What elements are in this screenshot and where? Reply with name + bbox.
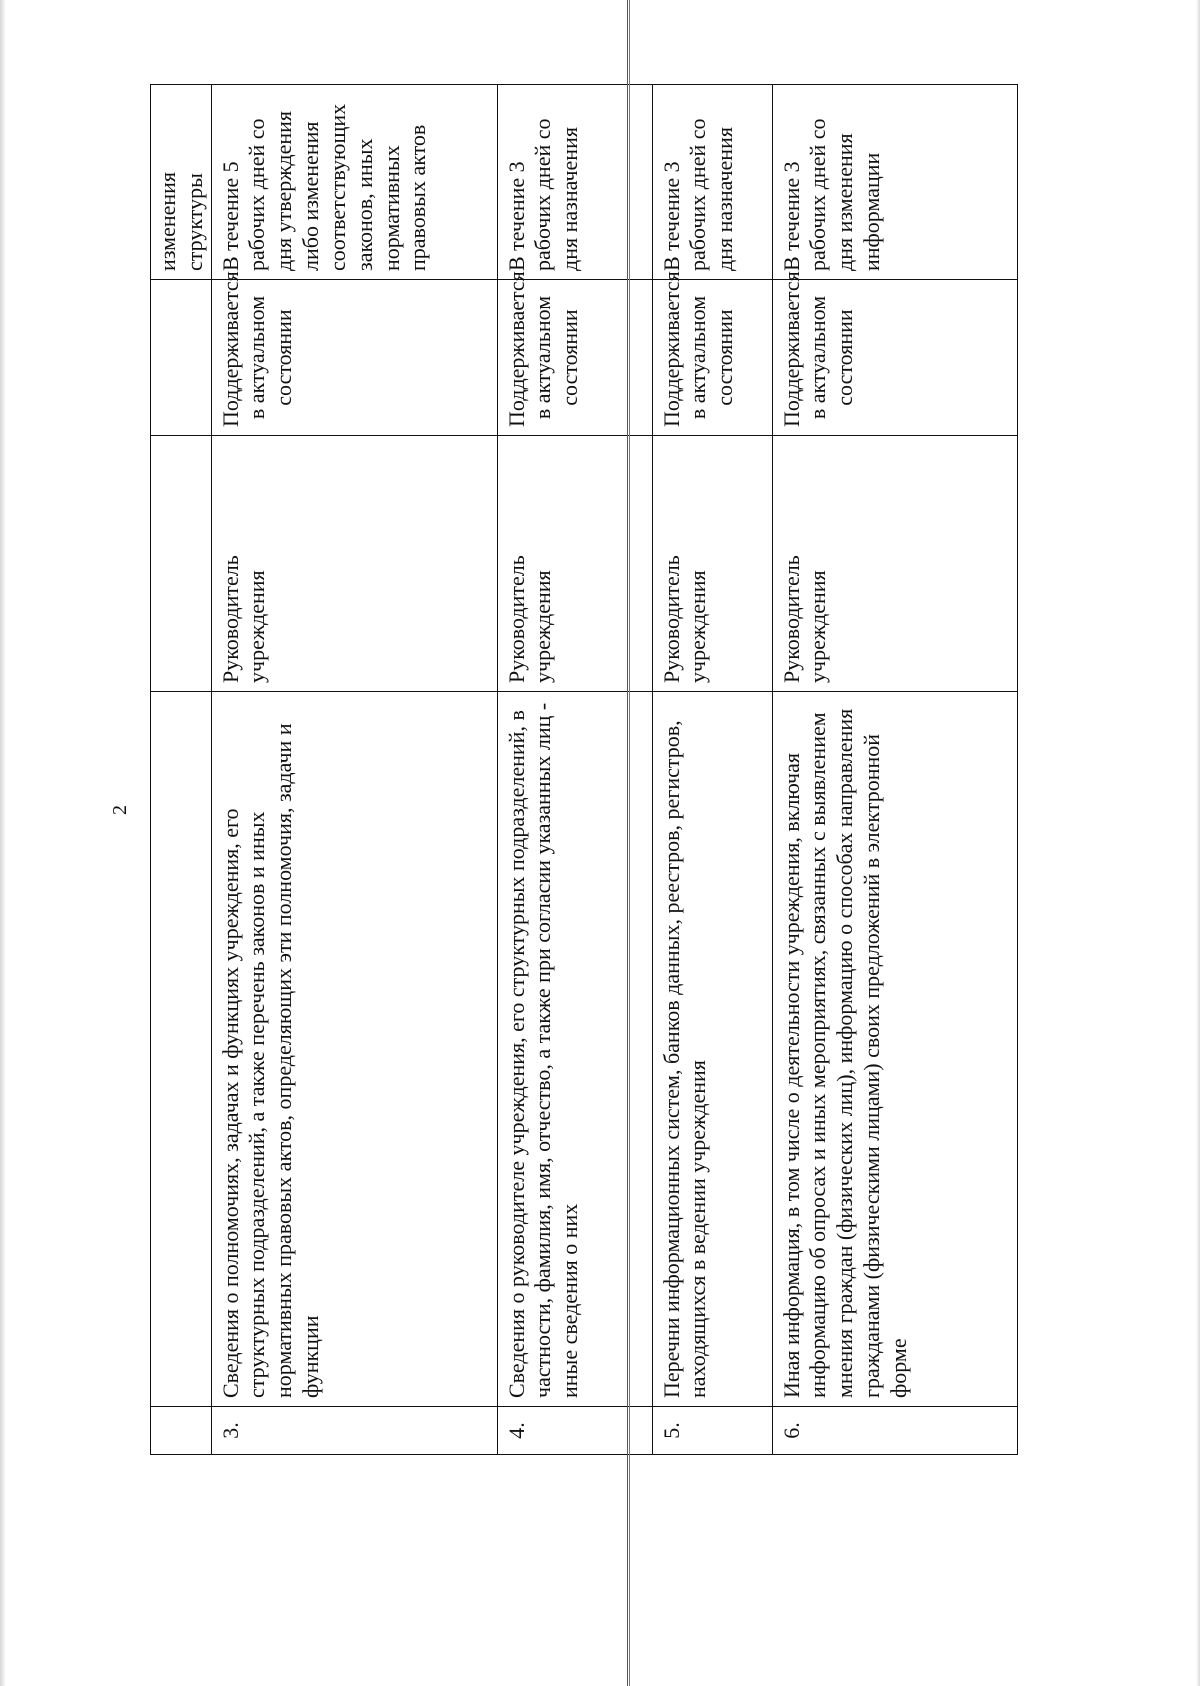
row-responsible: Руководитель учреждения bbox=[497, 436, 652, 692]
row-deadline: В течение 5 рабочих дней со дня утверждения либо изменения соответствующих законов, иных нормативных правовых актов bbox=[211, 85, 497, 280]
row-responsible: Руководитель учреждения bbox=[211, 436, 497, 692]
row-info: Иная информация, в том числе о деятельности учреждения, включая информацию об опросах и иных мероприятиях, связанных с выявлением мнения граждан (физических лиц), информацию о способах направления гражданами (физическими лицами) своих предложений в электронной форме bbox=[772, 692, 1017, 1407]
row-number: 3. bbox=[211, 1407, 497, 1455]
row-info: Сведения о полномочиях, задачах и функциях учреждения, его структурных подразделений, а также перечень законов и иных нормативных правовых актов, определяющих эти полномочия, задачи и функции bbox=[211, 692, 497, 1407]
continuation-number-cell bbox=[151, 1407, 212, 1455]
row-status: Поддерживается в актуальном состоянии bbox=[652, 280, 772, 436]
row-deadline: В течение 3 рабочих дней со дня назначения bbox=[652, 85, 772, 280]
table-row bbox=[772, 85, 1017, 1455]
row-responsible: Руководитель учреждения bbox=[652, 436, 772, 692]
row-number: 4. bbox=[497, 1407, 652, 1455]
scan-edge-right bbox=[1196, 0, 1200, 1686]
continuation-row bbox=[151, 85, 212, 1455]
row-responsible: Руководитель учреждения bbox=[772, 436, 1017, 692]
rotated-page-content bbox=[150, 85, 1082, 1455]
table-row bbox=[652, 85, 772, 1455]
fold-line bbox=[627, 0, 630, 1686]
row-info: Сведения о руководителе учреждения, его структурных подразделений, в частности, фамилия, имя, отчество, а также при согласии указанных лиц - иные сведения о них bbox=[497, 692, 652, 1407]
row-number: 5. bbox=[652, 1407, 772, 1455]
row-deadline: В течение 3 рабочих дней со дня назначения bbox=[497, 85, 652, 280]
page-number: 2 bbox=[109, 805, 131, 815]
row-status: Поддерживается в актуальном состоянии bbox=[211, 280, 497, 436]
row-status: Поддерживается в актуальном состоянии bbox=[497, 280, 652, 436]
row-status: Поддерживается в актуальном состоянии bbox=[772, 280, 1017, 436]
row-info: Перечни информационных систем, банков данных, реестров, регистров, находящихся в ведении учреждения bbox=[652, 692, 772, 1407]
table-row bbox=[211, 85, 497, 1455]
row-deadline: В течение 3 рабочих дней со дня изменения информации bbox=[772, 85, 1017, 280]
continuation-responsible-cell bbox=[151, 436, 212, 692]
continuation-info-cell bbox=[151, 692, 212, 1407]
scan-edge-left bbox=[0, 0, 6, 1686]
row-number: 6. bbox=[772, 1407, 1017, 1455]
continuation-deadline-cell: изменения структуры bbox=[151, 85, 212, 280]
continuation-status-cell bbox=[151, 280, 212, 436]
information-table bbox=[150, 84, 1018, 1455]
